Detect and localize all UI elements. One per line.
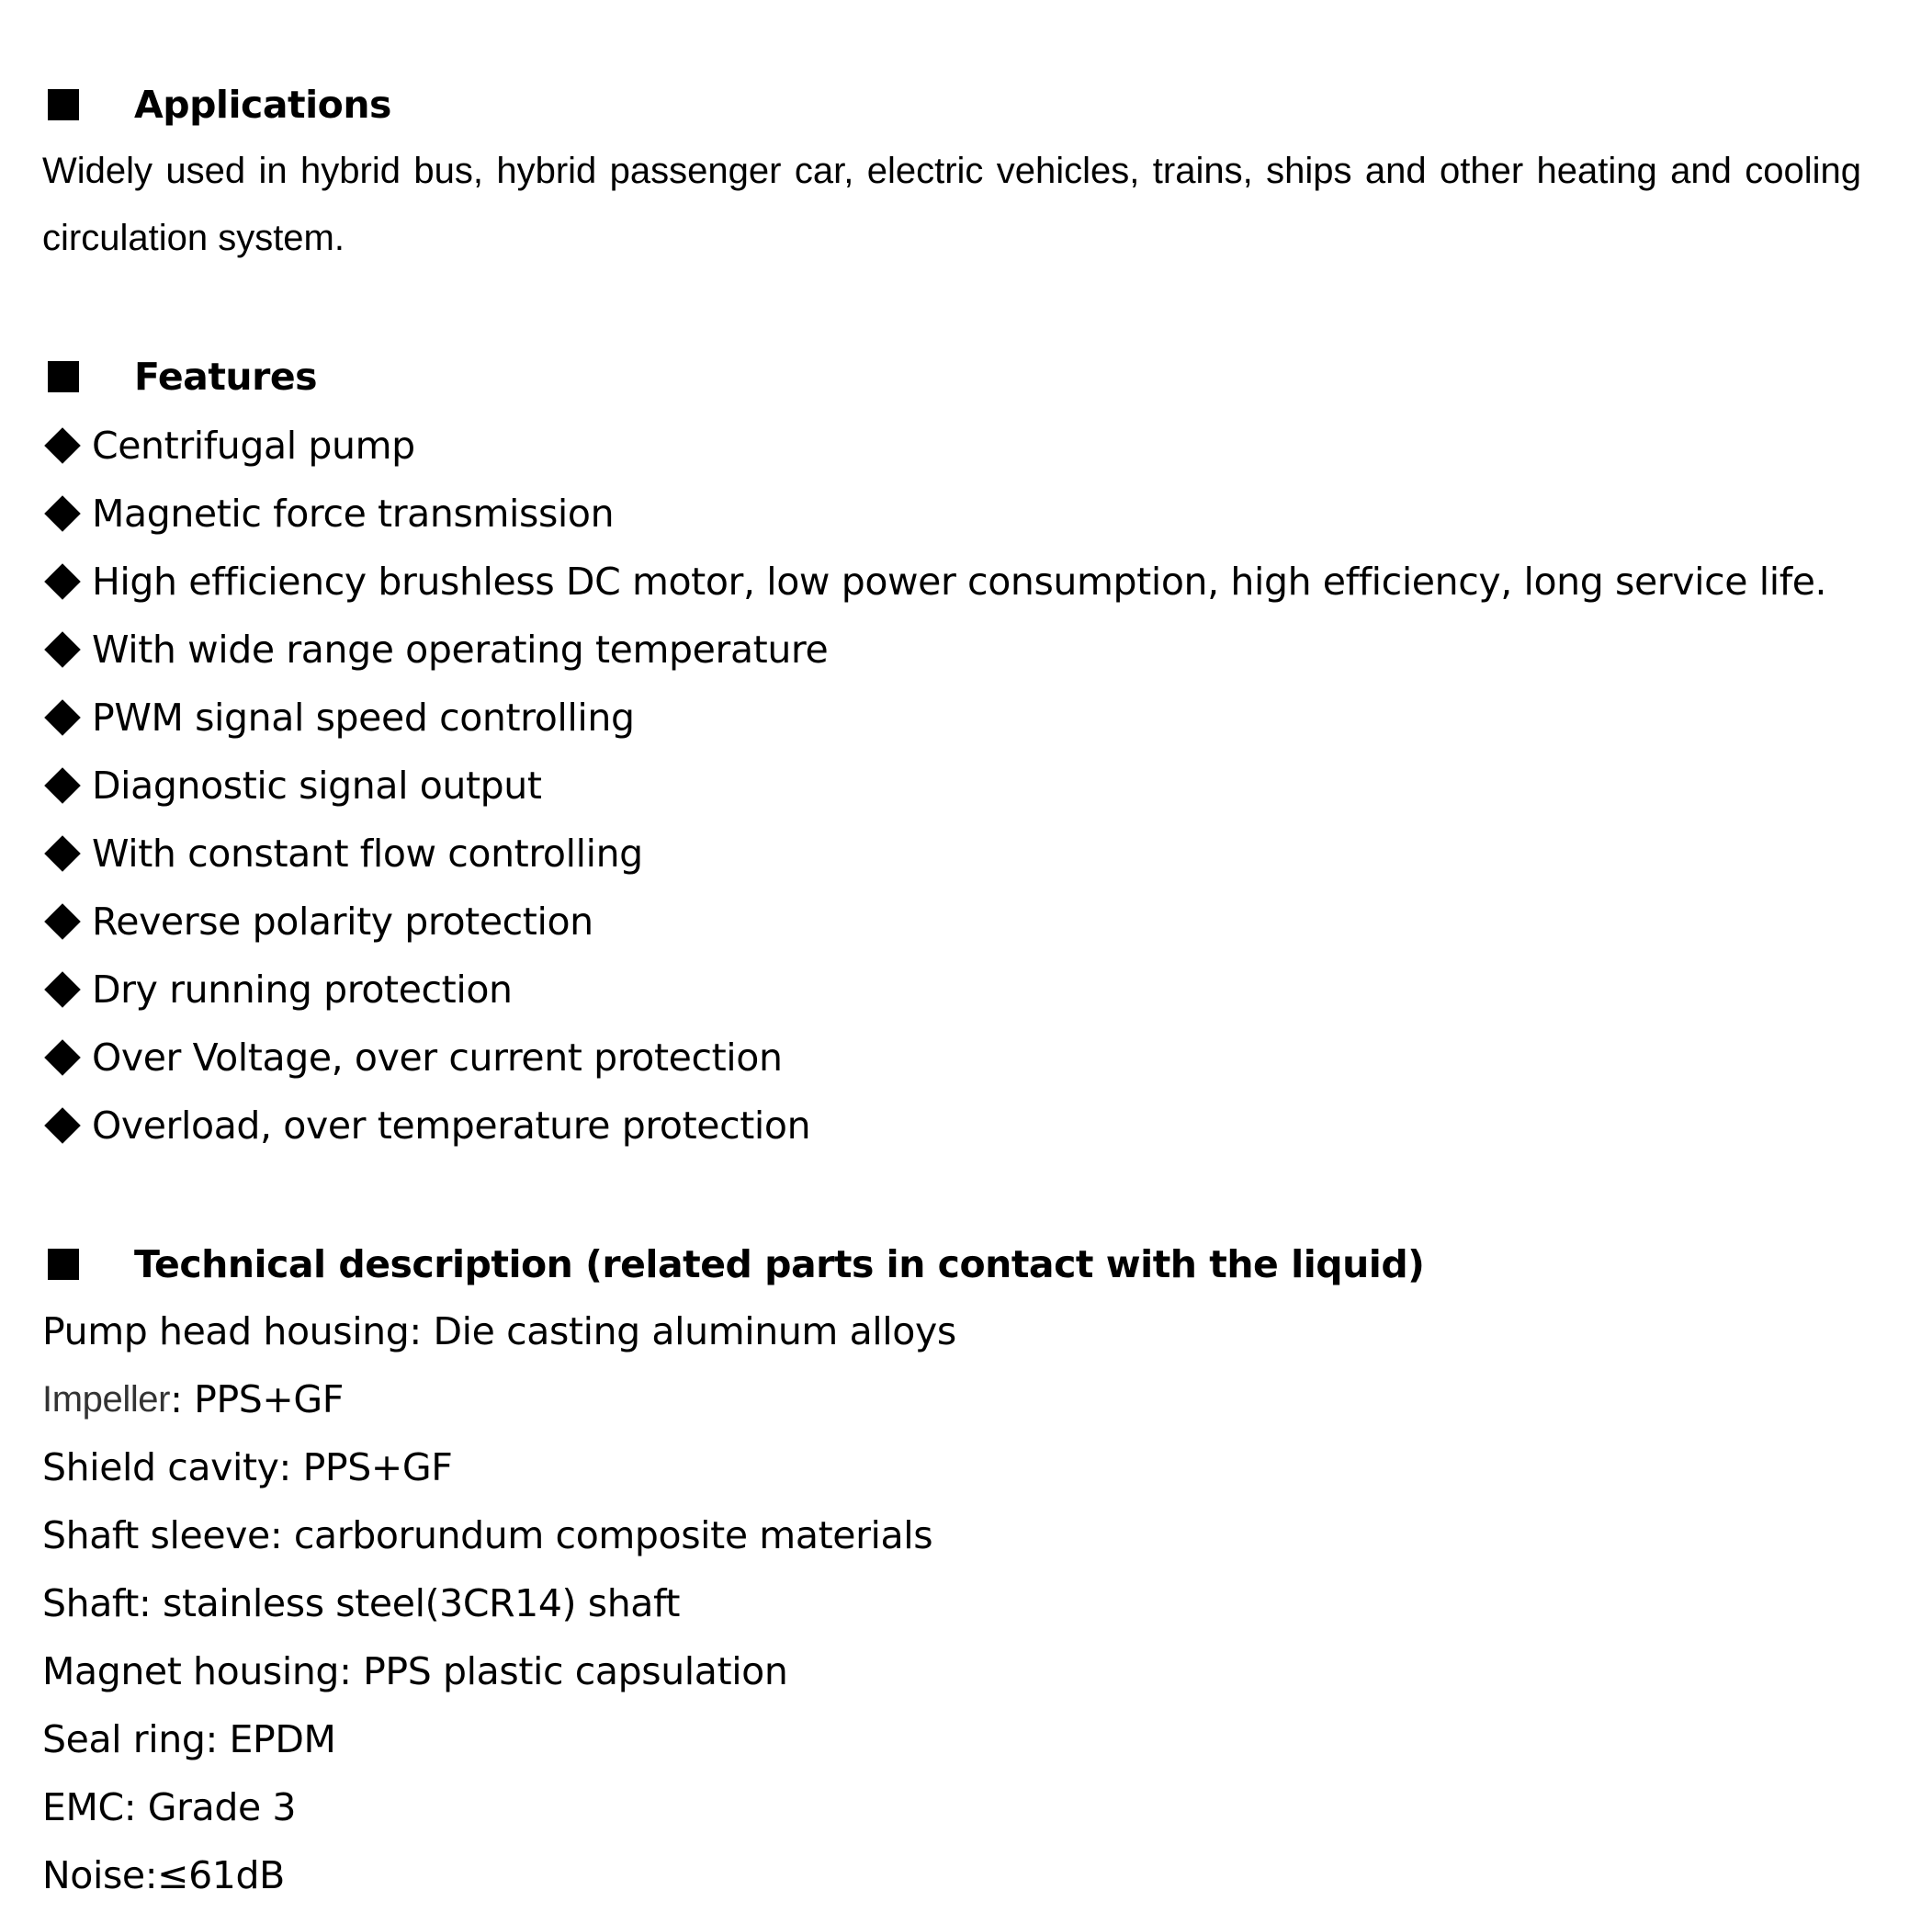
feature-item	[42, 888, 1826, 956]
tech-item	[42, 1569, 956, 1637]
tech-value: : PPS+GF	[170, 1377, 344, 1421]
feature-text: Magnetic force transmission	[92, 492, 615, 536]
feature-text: Dry running protection	[92, 968, 513, 1012]
tech-value: : carborundum composite materials	[269, 1513, 933, 1557]
features-list	[42, 412, 1826, 1160]
tech-item	[42, 1297, 956, 1365]
features-heading	[48, 349, 317, 404]
diamond-bullet-icon	[44, 495, 81, 532]
feature-text: Overload, over temperature protection	[92, 1103, 811, 1148]
tech-label: Shaft	[42, 1581, 139, 1625]
feature-item	[42, 684, 1826, 752]
tech-label: Shield cavity	[42, 1445, 279, 1489]
feature-text: Over Voltage, over current protection	[92, 1036, 783, 1080]
tech-value: : PPS+GF	[278, 1445, 453, 1489]
feature-item	[42, 820, 1826, 888]
diamond-bullet-icon	[44, 971, 81, 1008]
tech-label: Pump head housing	[42, 1309, 410, 1353]
feature-item	[42, 616, 1826, 684]
diamond-bullet-icon	[44, 903, 81, 940]
tech-label: Shaft sleeve	[42, 1513, 270, 1557]
feature-item	[42, 1092, 1826, 1160]
tech-label: Noise	[42, 1853, 145, 1897]
square-bullet-icon	[48, 361, 79, 392]
tech-label: Impeller	[42, 1378, 171, 1420]
applications-text: Widely used in hybrid bus, hybrid passenger car, electric vehicles, trains, ships and other heating and cooling circulation system.	[42, 151, 1861, 258]
feature-item	[42, 548, 1826, 616]
tech-value: : stainless steel(3CR14) shaft	[138, 1581, 681, 1625]
feature-item	[42, 480, 1826, 548]
diamond-bullet-icon	[44, 767, 81, 804]
diamond-bullet-icon	[44, 1039, 81, 1076]
tech-item	[42, 1433, 956, 1501]
diamond-bullet-icon	[44, 1107, 81, 1144]
tech-value: : PPS plastic capsulation	[339, 1649, 788, 1693]
tech-value: : EPDM	[205, 1717, 336, 1761]
technical-list	[42, 1297, 956, 1909]
diamond-bullet-icon	[44, 563, 81, 600]
tech-item	[42, 1637, 956, 1705]
feature-text: With constant flow controlling	[92, 832, 643, 876]
feature-text: With wide range operating temperature	[92, 628, 829, 672]
applications-heading	[48, 77, 391, 132]
tech-label: Seal ring	[42, 1717, 206, 1761]
tech-item	[42, 1841, 956, 1909]
feature-item	[42, 1024, 1826, 1092]
feature-text: PWM signal speed controlling	[92, 696, 635, 740]
tech-value: : Die casting aluminum alloys	[409, 1309, 956, 1353]
technical-heading	[48, 1237, 1424, 1292]
applications-heading-text: Applications	[134, 83, 391, 127]
feature-text: Centrifugal pump	[92, 424, 415, 468]
diamond-bullet-icon	[44, 631, 81, 668]
technical-heading-text: Technical description (related parts in contact with the liquid)	[134, 1242, 1425, 1286]
diamond-bullet-icon	[44, 835, 81, 872]
feature-item	[42, 956, 1826, 1024]
feature-text: Reverse polarity protection	[92, 900, 593, 944]
feature-text: Diagnostic signal output	[92, 764, 542, 808]
feature-text: High efficiency brushless DC motor, low power consumption, high efficiency, long service life.	[92, 560, 1827, 604]
tech-label: Magnet housing	[42, 1649, 340, 1693]
feature-item	[42, 412, 1826, 480]
square-bullet-icon	[48, 1249, 79, 1280]
square-bullet-icon	[48, 89, 79, 120]
features-heading-text: Features	[134, 355, 318, 399]
tech-value: : Grade 3	[123, 1785, 297, 1829]
tech-label: EMC	[42, 1785, 124, 1829]
feature-item	[42, 752, 1826, 820]
tech-item	[42, 1501, 956, 1569]
diamond-bullet-icon	[44, 427, 81, 464]
diamond-bullet-icon	[44, 699, 81, 736]
tech-item	[42, 1773, 956, 1841]
tech-item	[42, 1705, 956, 1773]
tech-item	[42, 1365, 956, 1433]
tech-value: :≤61dB	[144, 1853, 285, 1897]
